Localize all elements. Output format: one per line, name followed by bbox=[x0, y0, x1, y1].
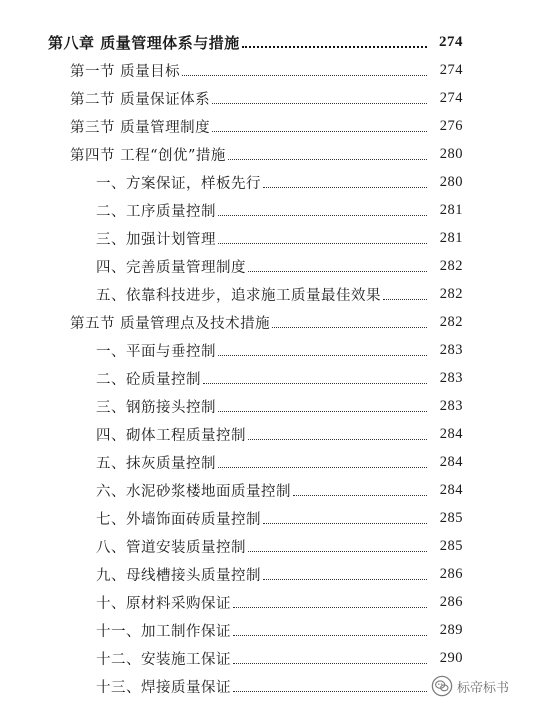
toc-entry-title: 四、完善质量管理制度 bbox=[96, 259, 246, 276]
toc-entry-title: 七、外墙饰面砖质量控制 bbox=[96, 511, 261, 528]
toc-subsection-row[interactable] bbox=[0, 532, 534, 560]
toc-page-number: 285 bbox=[439, 537, 463, 554]
dot-leader bbox=[248, 271, 427, 272]
toc-page-number: 284 bbox=[439, 453, 463, 470]
toc-subsection-row[interactable] bbox=[0, 252, 534, 280]
toc-page-number: 282 bbox=[439, 257, 463, 274]
toc-entry-title: 四、砌体工程质量控制 bbox=[96, 427, 246, 444]
dot-leader bbox=[218, 467, 427, 468]
toc-subsection-row[interactable] bbox=[0, 224, 534, 252]
dot-leader bbox=[263, 523, 427, 524]
toc-entry-title: 八、管道安装质量控制 bbox=[96, 539, 246, 556]
dot-leader bbox=[228, 159, 427, 160]
toc-entry-title: 三、钢筋接头控制 bbox=[96, 399, 216, 416]
dot-leader bbox=[203, 383, 427, 384]
toc-entry-title: 一、方案保证，样板先行 bbox=[96, 175, 261, 192]
toc-entry-title: 二、工序质量控制 bbox=[96, 203, 216, 220]
dot-leader bbox=[383, 299, 427, 300]
toc-entry-title: 第五节 质量管理点及技术措施 bbox=[70, 315, 271, 332]
toc-subsection-row[interactable] bbox=[0, 336, 534, 364]
toc-chapter-row[interactable] bbox=[0, 28, 534, 56]
toc-subsection-row[interactable] bbox=[0, 448, 534, 476]
toc-page-number: 280 bbox=[439, 145, 463, 162]
dot-leader bbox=[182, 75, 427, 76]
toc-entry-title: 九、母线槽接头质量控制 bbox=[96, 567, 261, 584]
toc-subsection-row[interactable] bbox=[0, 644, 534, 672]
toc-entry-title: 十一、加工制作保证 bbox=[96, 623, 231, 640]
toc-page-number: 286 bbox=[439, 565, 463, 582]
toc-subsection-row[interactable] bbox=[0, 420, 534, 448]
toc-page-number: 283 bbox=[439, 397, 463, 414]
toc-page-number: 274 bbox=[439, 61, 463, 78]
toc-subsection-row[interactable] bbox=[0, 364, 534, 392]
toc-page-number: 283 bbox=[439, 369, 463, 386]
toc-entry-title: 十、原材料采购保证 bbox=[96, 595, 231, 612]
toc-entry-title: 二、砼质量控制 bbox=[96, 371, 201, 388]
toc-page-number: 290 bbox=[439, 649, 463, 666]
toc-entry-title: 第二节 质量保证体系 bbox=[70, 91, 211, 108]
toc-subsection-row[interactable] bbox=[0, 168, 534, 196]
watermark bbox=[431, 675, 509, 697]
toc-section-row[interactable] bbox=[0, 56, 534, 84]
dot-leader bbox=[218, 215, 427, 216]
toc-subsection-row[interactable] bbox=[0, 476, 534, 504]
dot-leader bbox=[233, 635, 427, 636]
dot-leader bbox=[233, 663, 427, 664]
dot-leader bbox=[218, 243, 427, 244]
toc-section-row[interactable] bbox=[0, 84, 534, 112]
toc-subsection-row[interactable] bbox=[0, 392, 534, 420]
toc-subsection-row[interactable] bbox=[0, 588, 534, 616]
toc-page-number: 274 bbox=[439, 89, 463, 106]
toc-subsection-row[interactable] bbox=[0, 196, 534, 224]
dot-leader bbox=[248, 551, 427, 552]
toc-entry-title: 十三、焊接质量保证 bbox=[96, 679, 231, 696]
toc-section-row[interactable] bbox=[0, 112, 534, 140]
dot-leader bbox=[233, 607, 427, 608]
toc-entry-title: 第一节 质量目标 bbox=[70, 63, 181, 80]
toc-page-number: 284 bbox=[439, 425, 463, 442]
toc-page-number: 284 bbox=[439, 481, 463, 498]
toc-subsection-row[interactable] bbox=[0, 280, 534, 308]
dot-leader bbox=[272, 327, 427, 328]
dot-leader bbox=[218, 411, 427, 412]
toc-page-number: 289 bbox=[439, 621, 463, 638]
toc-section-row[interactable] bbox=[0, 308, 534, 336]
toc-page-number: 281 bbox=[439, 201, 463, 218]
dot-leader bbox=[293, 495, 427, 496]
toc-page-number: 276 bbox=[439, 117, 463, 134]
toc-page-number: 281 bbox=[439, 229, 463, 246]
toc-entry-title: 三、加强计划管理 bbox=[96, 231, 216, 248]
toc-page-number: 280 bbox=[439, 173, 463, 190]
toc-section-row[interactable] bbox=[0, 140, 534, 168]
toc-subsection-row[interactable] bbox=[0, 560, 534, 588]
toc-subsection-row[interactable] bbox=[0, 504, 534, 532]
wechat-icon bbox=[431, 675, 453, 697]
dot-leader bbox=[233, 691, 427, 692]
dot-leader bbox=[263, 579, 427, 580]
toc-entry-title: 第八章 质量管理体系与措施 bbox=[48, 33, 240, 52]
toc-page-number: 274 bbox=[439, 33, 463, 50]
toc-subsection-row[interactable] bbox=[0, 616, 534, 644]
toc-entry-title: 五、依靠科技进步，追求施工质量最佳效果 bbox=[96, 287, 381, 304]
toc-entry-title: 十二、安装施工保证 bbox=[96, 651, 231, 668]
dot-leader bbox=[212, 131, 427, 132]
toc-page-number: 282 bbox=[439, 313, 463, 330]
dot-leader bbox=[263, 187, 427, 188]
toc-entry-title: 六、水泥砂浆楼地面质量控制 bbox=[96, 483, 291, 500]
dot-leader bbox=[248, 439, 427, 440]
dot-leader bbox=[242, 46, 427, 48]
toc-entry-title: 第三节 质量管理制度 bbox=[70, 119, 211, 136]
dot-leader bbox=[212, 103, 427, 104]
table-of-contents bbox=[0, 28, 534, 700]
toc-page-number: 283 bbox=[439, 341, 463, 358]
toc-entry-title: 一、平面与垂控制 bbox=[96, 343, 216, 360]
toc-entry-title: 五、抹灰质量控制 bbox=[96, 455, 216, 472]
watermark-text: 标帝标书 bbox=[457, 680, 510, 696]
toc-page-number: 285 bbox=[439, 509, 463, 526]
dot-leader bbox=[218, 355, 427, 356]
toc-entry-title: 第四节 工程“创优”措施 bbox=[70, 147, 226, 164]
toc-page-number: 282 bbox=[439, 285, 463, 302]
toc-page-number: 286 bbox=[439, 593, 463, 610]
